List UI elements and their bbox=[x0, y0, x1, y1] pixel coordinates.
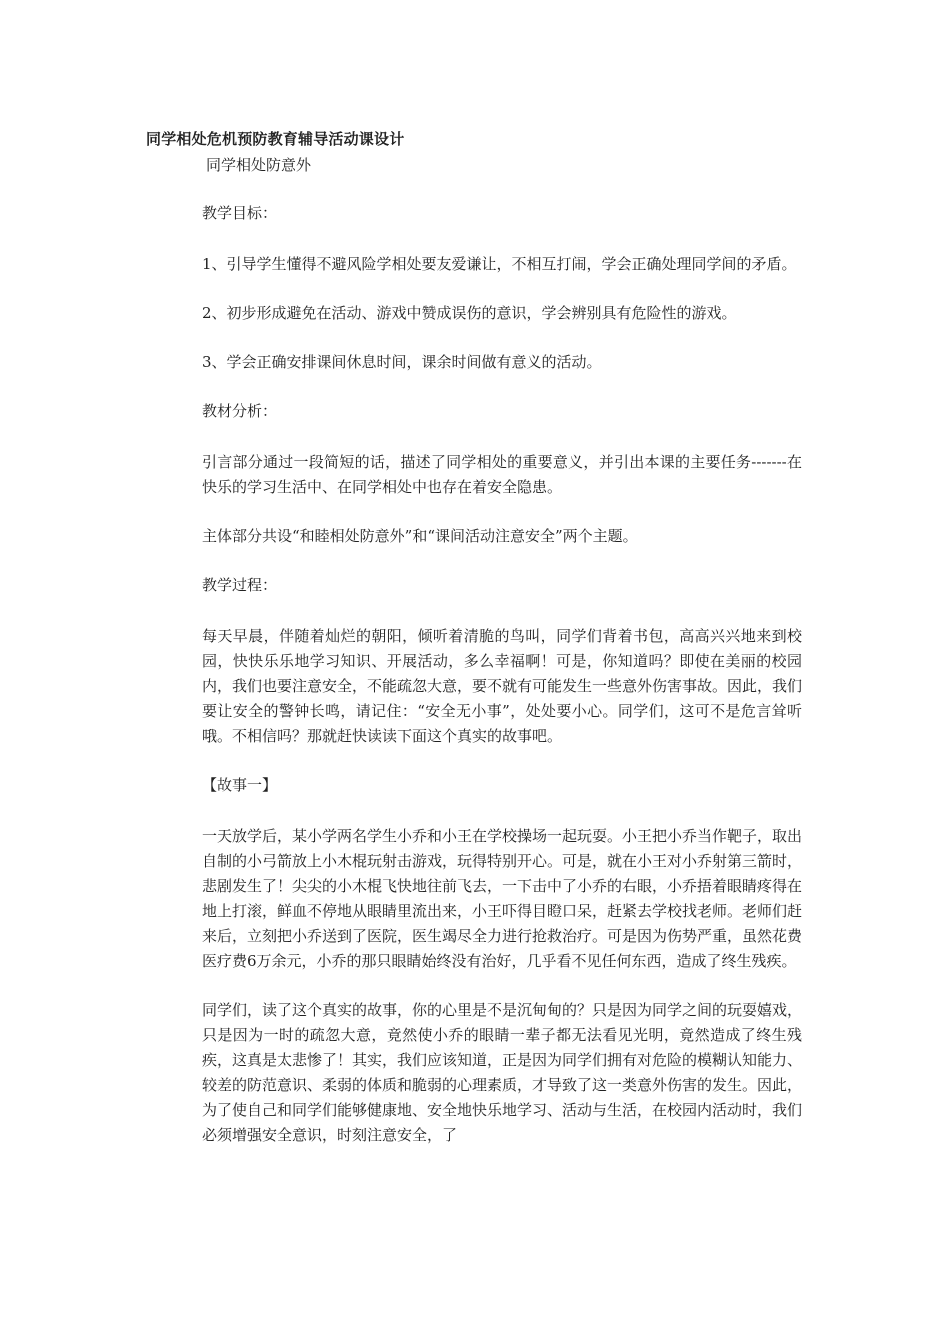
document-title: 同学相处危机预防教育辅导活动课设计 bbox=[146, 130, 405, 148]
document-body bbox=[202, 201, 802, 1172]
goal-item-2: 2、初步形成避免在活动、游戏中赞成误伤的意识，学会辨别具有危险性的游戏。 bbox=[202, 304, 737, 322]
story-heading: 【故事一】 bbox=[202, 776, 278, 794]
material-paragraph-intro: 引言部分通过一段简短的话，描述了同学相处的重要意义，并引出本课的主要任务-------在快乐的学习生活中、在同学相处中也存在着安全隐患。 bbox=[202, 453, 802, 496]
section-heading-goals: 教学目标： bbox=[202, 204, 278, 222]
material-paragraph-main: 主体部分共设“和睦相处防意外”和“课间活动注意安全”两个主题。 bbox=[202, 527, 638, 545]
reflection-paragraph: 同学们，读了这个真实的故事，你的心里是不是沉甸甸的？只是因为同学之间的玩耍嬉戏，只是因为一时的疏忽大意，竟然使小乔的眼睛一辈子都无法看见光明，竟然造成了终生残疾，这真是太悲惨了！其实，我们应该知道，正是因为同学们拥有对危险的模糊认知能力、较差的防范意识、柔弱的体质和脆弱的心理素质，才导致了这一类意外伤害的发生。因此，为了使自己和同学们能够健康地、安全地快乐地学习、活动与生活，在校园内活动时，我们必须增强安全意识，时刻注意安全，了 bbox=[202, 1001, 803, 1144]
section-heading-material: 教材分析： bbox=[202, 402, 278, 420]
goal-item-1: 1、引导学生懂得不避风险学相处要友爱谦让，不相互打闹，学会正确处理同学间的矛盾。 bbox=[202, 255, 797, 273]
document-subtitle: 同学相处防意外 bbox=[206, 156, 312, 174]
story-paragraph: 一天放学后，某小学两名学生小乔和小王在学校操场一起玩耍。小王把小乔当作靶子，取出自制的小弓箭放上小木棍玩射击游戏，玩得特别开心。可是，就在小王对小乔射第三箭时，悲剧发生了！尖尖的小木棍飞快地往前飞去，一下击中了小乔的右眼，小乔捂着眼睛疼得在地上打滚，鲜血不停地从眼睛里流出来，小王吓得目瞪口呆，赶紧去学校找老师。老师们赶来后，立刻把小乔送到了医院，医生竭尽全力进行抢救治疗。可是因为伤势严重，虽然花费医疗费6万余元，小乔的那只眼睛始终没有治好，几乎看不见任何东西，造成了终生残疾。 bbox=[202, 827, 803, 970]
section-heading-process: 教学过程： bbox=[202, 576, 278, 594]
goal-item-3: 3、学会正确安排课间休息时间，课余时间做有意义的活动。 bbox=[202, 353, 602, 371]
process-paragraph-opening: 每天早晨，伴随着灿烂的朝阳，倾听着清脆的鸟叫，同学们背着书包，高高兴兴地来到校园，快快乐乐地学习知识、开展活动，多么幸福啊！可是，你知道吗？即使在美丽的校园内，我们也要注意安全，不能疏忽大意，要不就有可能发生一些意外伤害事故。因此，我们要让安全的警钟长鸣，请记住：“安全无小事”，处处要小心。同学们，这可不是危言耸听哦。不相信吗？那就赶快读读下面这个真实的故事吧。 bbox=[202, 627, 803, 745]
